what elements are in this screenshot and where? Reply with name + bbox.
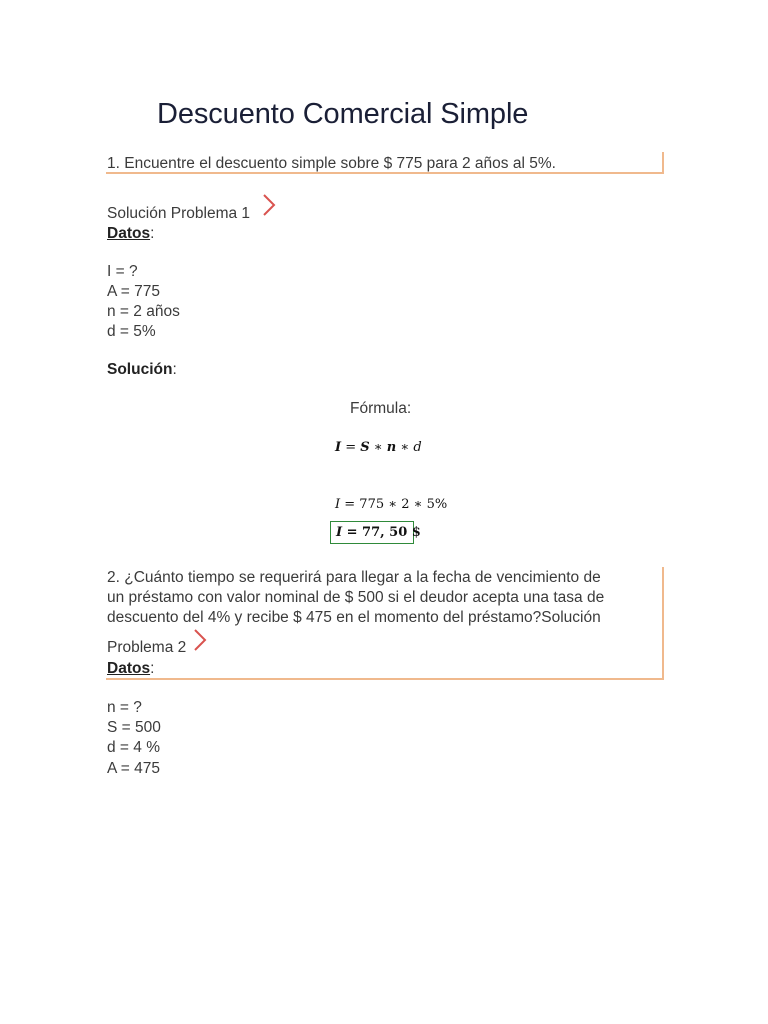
- problem2-solution-label: Problema 2: [107, 639, 187, 656]
- formula-label: Fórmula:: [350, 400, 412, 417]
- problem2-question-line: descuento del 4% y recibe $ 475 en el momento del préstamo?Solución: [107, 609, 601, 626]
- datos-colon: :: [150, 225, 155, 242]
- problem2-data-line: A = 475: [107, 760, 161, 777]
- problem1-solucion-heading: [107, 360, 177, 380]
- result-equation: I = 77, 50 $: [336, 525, 421, 540]
- page-title: Descuento Comercial Simple: [157, 98, 529, 130]
- problem2-data-line: d = 4 %: [107, 739, 160, 756]
- substitution-equation: I = 775 ∗ 2 ∗ 5%: [335, 497, 448, 512]
- problem1-data-line: I = ?: [107, 263, 138, 280]
- problem2-solution-link[interactable]: [107, 638, 186, 658]
- solucion-colon: :: [172, 361, 177, 378]
- problem2-question-line: un préstamo con valor nominal de $ 500 si el deudor acepta una tasa de: [107, 589, 605, 606]
- problem2-datos-heading: [107, 659, 154, 679]
- problem1-data-line: n = 2 años: [107, 303, 180, 320]
- formula-equation: I = S ∗ n ∗ d: [335, 440, 422, 455]
- chevron-right-icon[interactable]: [262, 193, 276, 217]
- datos-label: Datos: [107, 225, 151, 242]
- datos-label: Datos: [107, 660, 151, 677]
- datos-colon: :: [150, 660, 155, 677]
- chevron-right-icon[interactable]: [193, 628, 207, 652]
- problem1-data-line: A = 775: [107, 283, 161, 300]
- problem1-solution-label: Solución Problema 1: [107, 205, 251, 222]
- problem1-datos-heading: [107, 224, 154, 244]
- problem1-question: 1. Encuentre el descuento simple sobre $ 775 para 2 años al 5%.: [107, 155, 556, 172]
- solucion-label: Solución: [107, 361, 173, 378]
- problem1-data-line: d = 5%: [107, 323, 156, 340]
- problem2-data-line: S = 500: [107, 719, 161, 736]
- problem2-data-line: n = ?: [107, 699, 142, 716]
- problem2-question-line: 2. ¿Cuánto tiempo se requerirá para llegar a la fecha de vencimiento de: [107, 569, 601, 586]
- problem1-solution-link[interactable]: [107, 204, 250, 224]
